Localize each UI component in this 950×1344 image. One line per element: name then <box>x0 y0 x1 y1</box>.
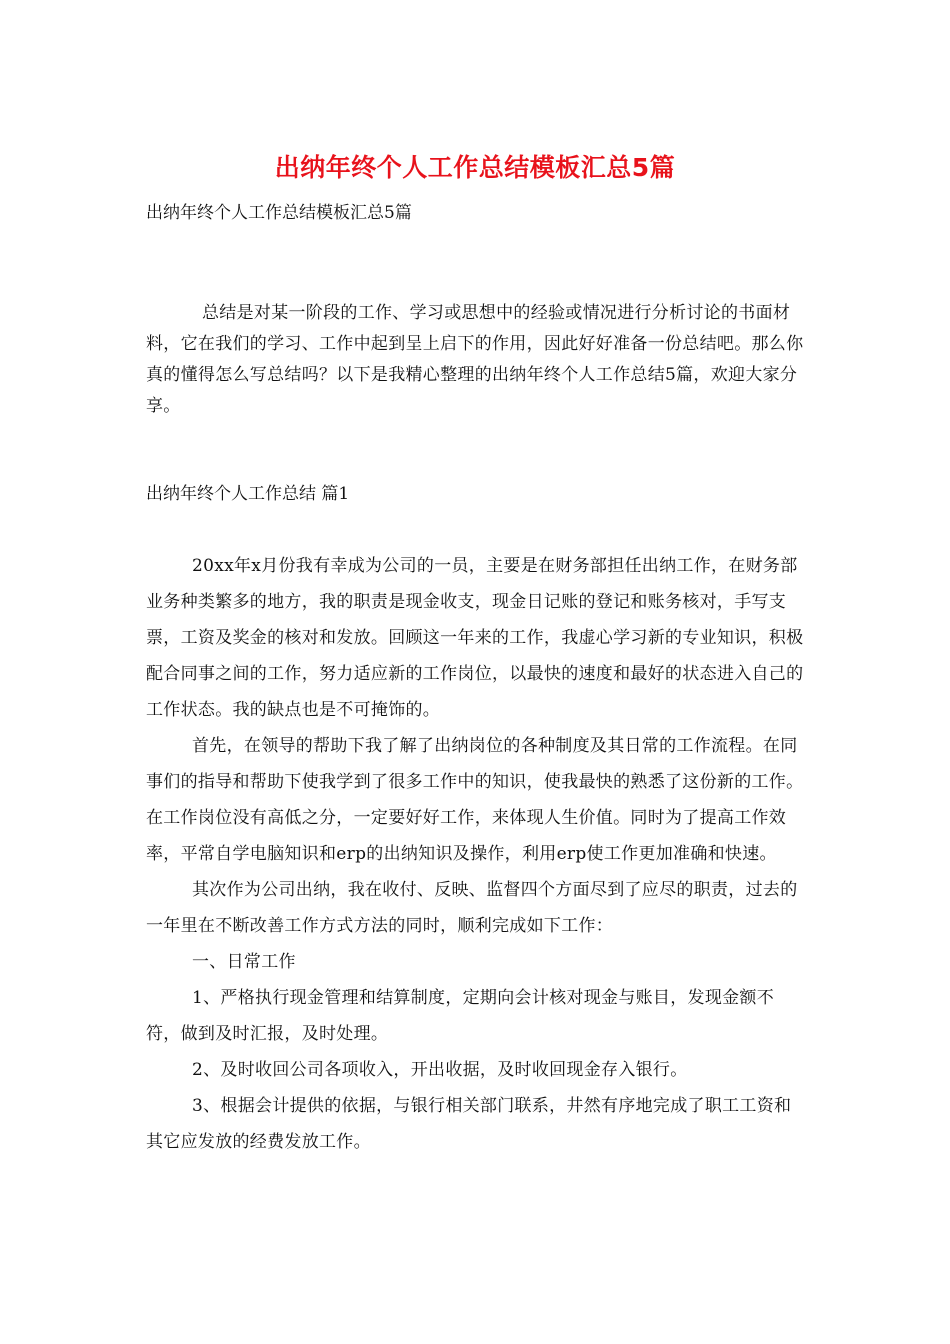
list-item: 2、及时收回公司各项收入，开出收据，及时收回现金存入银行。 <box>192 1060 688 1080</box>
list-item: 1、严格执行现金管理和结算制度，定期向会计核对现金与账目，发现金额不符，做到及时汇报，及时处理。 <box>146 988 775 1044</box>
body-paragraph: 首先，在领导的帮助下我了解了出纳岗位的各种制度及其日常的工作流程。在同事们的指导和帮助下使我学到了很多工作中的知识，使我最快的熟悉了这份新的工作。在工作岗位没有高低之分，一定要好好工作，来体现人生价值。同时为了提高工作效率，平常自学电脑知识和erp的出纳知识及操作，利用erp使工作更加准确和快速。 <box>146 736 804 864</box>
document-subtitle: 出纳年终个人工作总结模板汇总5篇 <box>146 203 412 223</box>
section-body <box>146 548 806 1160</box>
intro-paragraph: 总结是对某一阶段的工作、学习或思想中的经验或情况进行分析讨论的书面材料，它在我们的学习、工作中起到呈上启下的作用，因此好好准备一份总结吧。那么你真的懂得怎么写总结吗？以下是我精心整理的出纳年终个人工作总结5篇，欢迎大家分享。 <box>146 303 804 416</box>
body-paragraph: 20xx年x月份我有幸成为公司的一员，主要是在财务部担任出纳工作，在财务部业务种类繁多的地方，我的职责是现金收支，现金日记账的登记和账务核对，手写支票，工资及奖金的核对和发放。回顾这一年来的工作，我虚心学习新的专业知识，积极配合同事之间的工作，努力适应新的工作岗位，以最快的速度和最好的状态进入自己的工作状态。我的缺点也是不可掩饰的。 <box>146 556 804 720</box>
list-item: 3、根据会计提供的依据，与银行相关部门联系，井然有序地完成了职工工资和其它应发放的经费发放工作。 <box>146 1096 792 1152</box>
section-heading: 出纳年终个人工作总结 篇1 <box>146 484 350 504</box>
list-heading: 一、日常工作 <box>192 952 296 972</box>
document-title: 出纳年终个人工作总结模板汇总5篇 <box>274 153 676 182</box>
body-paragraph: 其次作为公司出纳，我在收付、反映、监督四个方面尽到了应尽的职责，过去的一年里在不断改善工作方式方法的同时，顺利完成如下工作： <box>146 880 798 936</box>
